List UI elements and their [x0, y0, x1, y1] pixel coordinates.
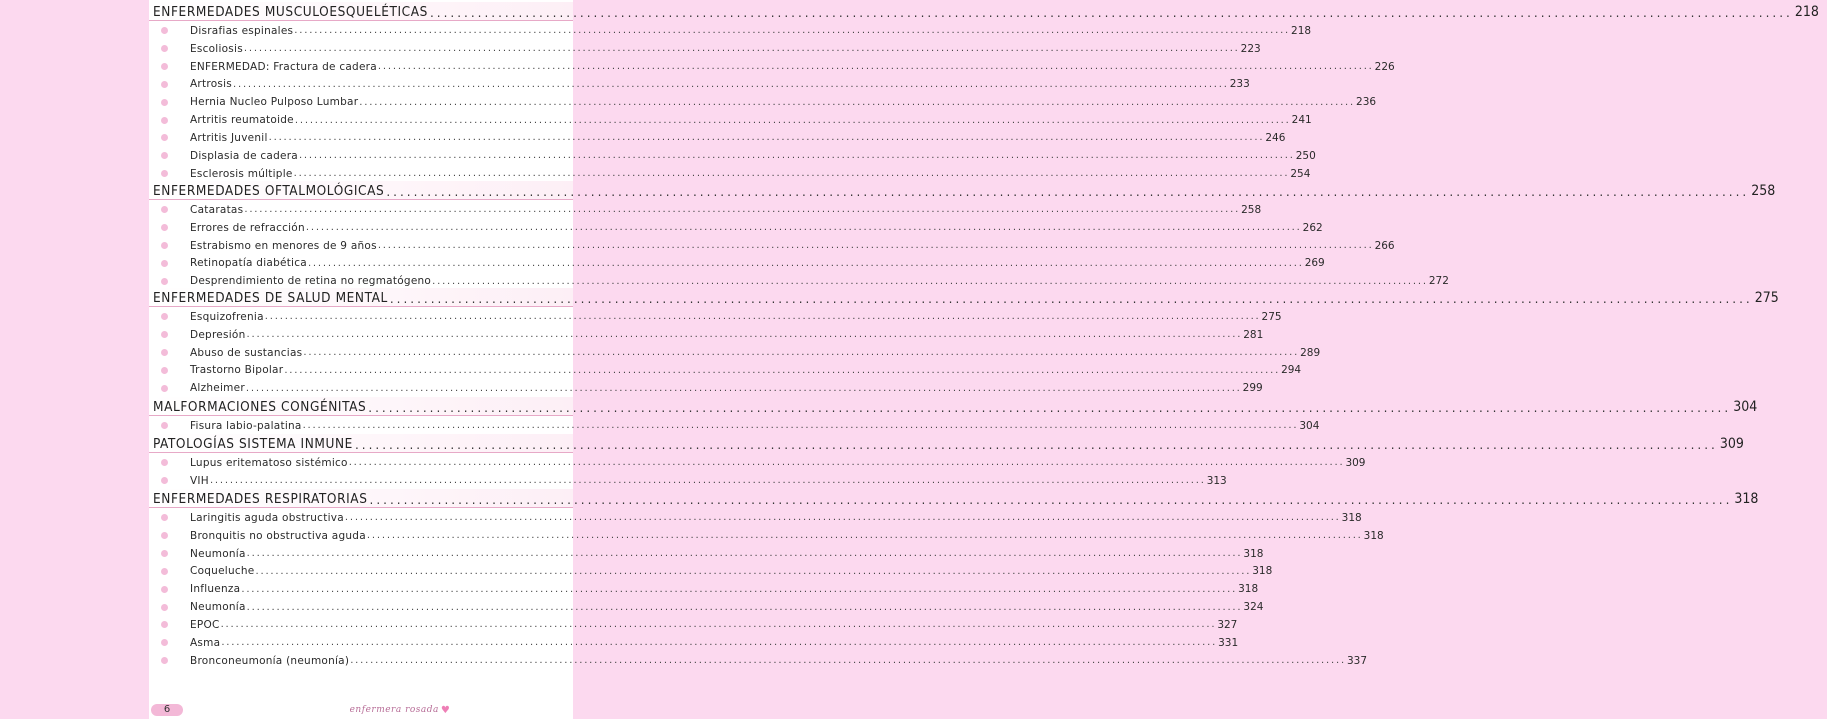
bullet-icon	[161, 81, 168, 88]
entry-title: Neumonía	[190, 547, 246, 560]
leader-dots: ........................................................................................................................................................................................................	[348, 457, 1345, 469]
entry-title: Asma	[190, 636, 221, 649]
toc-entry[interactable]	[149, 58, 1395, 76]
leader-dots: ........................................................................................................................................................................................................	[432, 275, 1428, 287]
entry-page-number: 266	[1374, 239, 1395, 252]
entry-title: Laringitis aguda obstructiva	[190, 511, 344, 524]
entry-page-number: 281	[1243, 328, 1264, 341]
bullet-icon	[161, 532, 168, 539]
section-title: MALFORMACIONES CONGÉNITAS	[153, 399, 367, 415]
leader-dots: ........................................................................................................................................................................................................	[294, 25, 1291, 37]
bullet-icon	[161, 621, 168, 628]
bullet-icon	[161, 313, 168, 320]
section-heading[interactable]	[149, 397, 1758, 416]
bullet-icon	[161, 45, 168, 52]
bullet-icon	[161, 63, 168, 70]
entry-page-number: 294	[1281, 364, 1302, 377]
entry-page-number: 241	[1291, 114, 1312, 127]
leader-dots: ........................................................................................................................................................................................................	[293, 168, 1290, 180]
section-title: ENFERMEDADES MUSCULOESQUELÉTICAS	[153, 4, 428, 20]
leader-dots: ........................................................................................................................................................................................................	[221, 637, 1218, 649]
entry-title: Alzheimer	[190, 382, 245, 395]
entry-page-number: 254	[1290, 167, 1311, 180]
entry-title: Bronconeumonía (neumonía)	[190, 654, 350, 667]
toc-entry[interactable]	[149, 417, 1320, 435]
bullet-icon	[161, 152, 168, 159]
leader-dots: ........................................................................................................................................................................................................	[368, 401, 1732, 415]
heart-icon: ♥	[440, 704, 451, 716]
toc-entry[interactable]	[149, 545, 1264, 563]
section-title: ENFERMEDADES DE SALUD MENTAL	[153, 290, 388, 306]
entry-page-number: 313	[1206, 474, 1227, 487]
bullet-icon	[161, 367, 168, 374]
toc-entry[interactable]	[149, 527, 1384, 545]
bullet-icon	[161, 550, 168, 557]
section-title: PATOLOGÍAS SISTEMA INMUNE	[153, 436, 353, 452]
section-page-number: 275	[1754, 290, 1779, 306]
toc-entry[interactable]	[149, 111, 1312, 129]
bullet-icon	[161, 99, 168, 106]
bullet-icon	[161, 349, 168, 356]
leader-dots: ........................................................................................................................................................................................................	[268, 132, 1265, 144]
entry-title: Influenza	[190, 583, 241, 596]
leader-dots: ........................................................................................................................................................................................................	[255, 565, 1252, 577]
entry-page-number: 318	[1252, 565, 1273, 578]
leader-dots: ........................................................................................................................................................................................................	[246, 548, 1243, 560]
leader-dots: ........................................................................................................................................................................................................	[264, 311, 1261, 323]
entry-title: Lupus eritematoso sistémico	[190, 456, 348, 469]
leader-dots: ........................................................................................................................................................................................................	[377, 61, 1374, 73]
section-heading[interactable]	[149, 181, 1776, 200]
entry-page-number: 318	[1363, 529, 1384, 542]
entry-page-number: 226	[1374, 60, 1395, 73]
toc-entry[interactable]	[149, 598, 1264, 616]
bullet-icon	[161, 224, 168, 231]
section-heading[interactable]	[149, 2, 1819, 21]
entry-title: Artrosis	[190, 78, 232, 91]
leader-dots: ........................................................................................................................................................................................................	[284, 364, 1281, 376]
entry-title: Retinopatía diabética	[190, 257, 307, 270]
entry-page-number: 289	[1300, 346, 1321, 359]
leader-dots: ........................................................................................................................................................................................................	[386, 185, 1750, 199]
entry-title: Estrabismo en menores de 9 años	[190, 239, 377, 252]
toc-entry[interactable]	[149, 308, 1282, 326]
leader-dots: ........................................................................................................................................................................................................	[366, 530, 1363, 542]
entry-page-number: 324	[1243, 601, 1264, 614]
entry-page-number: 275	[1261, 310, 1282, 323]
bullet-icon	[161, 331, 168, 338]
toc-entry[interactable]	[149, 634, 1239, 652]
entry-title: Displasia de cadera	[190, 149, 298, 162]
bullet-icon	[161, 459, 168, 466]
toc-entry[interactable]	[149, 76, 1250, 94]
toc-entry[interactable]	[149, 219, 1323, 237]
entry-page-number: 318	[1238, 583, 1259, 596]
section-page-number: 318	[1734, 491, 1759, 507]
entry-title: Esquizofrenia	[190, 310, 264, 323]
toc-entry[interactable]	[149, 255, 1325, 273]
bullet-icon	[161, 604, 168, 611]
leader-dots: ........................................................................................................................................................................................................	[344, 512, 1341, 524]
entry-title: Depresión	[190, 328, 246, 341]
toc-entry[interactable]	[149, 344, 1321, 362]
leader-dots: ........................................................................................................................................................................................................	[350, 655, 1346, 667]
entry-title: Artritis reumatoide	[190, 114, 294, 127]
section-page-number: 309	[1719, 436, 1744, 452]
leader-dots: ........................................................................................................................................................................................................	[359, 96, 1356, 108]
toc-entry[interactable]	[149, 40, 1261, 58]
bullet-icon	[161, 134, 168, 141]
entry-title: Bronquitis no obstructiva aguda	[190, 529, 366, 542]
section-page-number: 258	[1751, 183, 1776, 199]
leader-dots: ........................................................................................................................................................................................................	[245, 382, 1242, 394]
entry-title: Cataratas	[190, 203, 244, 216]
entry-title: Errores de refracción	[190, 221, 305, 234]
toc-entry[interactable]	[149, 563, 1273, 581]
entry-title: Abuso de sustancias	[190, 346, 303, 359]
entry-page-number: 233	[1229, 78, 1250, 91]
footer-brand	[345, 703, 455, 717]
toc-entry[interactable]	[149, 93, 1377, 111]
leader-dots: ........................................................................................................................................................................................................	[233, 78, 1229, 90]
leader-dots: ........................................................................................................................................................................................................	[354, 438, 1718, 452]
toc-entry[interactable]	[149, 509, 1362, 527]
toc-entry[interactable]	[149, 147, 1316, 165]
page-number-badge: 6	[151, 704, 183, 716]
section-page-number: 304	[1733, 399, 1758, 415]
leader-dots: ........................................................................................................................................................................................................	[246, 329, 1243, 341]
toc-entry[interactable]	[149, 237, 1395, 255]
entry-page-number: 327	[1217, 618, 1238, 631]
bullet-icon	[161, 514, 168, 521]
entry-page-number: 236	[1356, 96, 1377, 109]
entry-page-number: 309	[1345, 456, 1366, 469]
bullet-icon	[161, 568, 168, 575]
bullet-icon	[161, 242, 168, 249]
entry-page-number: 318	[1341, 511, 1362, 524]
leader-dots: ........................................................................................................................................................................................................	[302, 420, 1299, 432]
section-page-number: 218	[1794, 4, 1819, 20]
entry-title: Hernia Nucleo Pulposo Lumbar	[190, 96, 359, 109]
entry-page-number: 262	[1302, 221, 1323, 234]
toc-entry[interactable]	[149, 454, 1366, 472]
entry-title: Disrafias espinales	[190, 24, 294, 37]
toc-entry[interactable]	[149, 580, 1259, 598]
toc-entry[interactable]	[149, 652, 1367, 670]
entry-title: Esclerosis múltiple	[190, 167, 293, 180]
entry-page-number: 258	[1241, 203, 1262, 216]
toc-entry[interactable]	[149, 326, 1264, 344]
entry-title: EPOC	[190, 618, 220, 631]
leader-dots: ........................................................................................................................................................................................................	[307, 257, 1304, 269]
toc-entry[interactable]	[149, 616, 1238, 634]
leader-dots: ........................................................................................................................................................................................................	[243, 43, 1240, 55]
bullet-icon	[161, 586, 168, 593]
leader-dots: ........................................................................................................................................................................................................	[298, 150, 1295, 162]
toc-page	[149, 0, 1819, 719]
leader-dots: ........................................................................................................................................................................................................	[377, 240, 1374, 252]
leader-dots: ........................................................................................................................................................................................................	[305, 222, 1302, 234]
leader-dots: ........................................................................................................................................................................................................	[429, 6, 1793, 20]
entry-title: ENFERMEDAD: Fractura de cadera	[190, 60, 377, 73]
bullet-icon	[161, 278, 168, 285]
toc-entry[interactable]	[149, 362, 1302, 380]
section-title: ENFERMEDADES RESPIRATORIAS	[153, 491, 368, 507]
leader-dots: ........................................................................................................................................................................................................	[209, 475, 1206, 487]
entry-page-number: 269	[1304, 257, 1325, 270]
brand-name: enfermera rosada	[349, 705, 439, 715]
bullet-icon	[161, 260, 168, 267]
entry-page-number: 218	[1291, 24, 1312, 37]
entry-title: Artritis Juvenil	[190, 131, 268, 144]
entry-page-number: 318	[1243, 547, 1264, 560]
entry-title: Coqueluche	[190, 565, 255, 578]
toc-entry[interactable]	[149, 22, 1312, 40]
leader-dots: ........................................................................................................................................................................................................	[241, 583, 1238, 595]
entry-title: Trastorno Bipolar	[190, 364, 284, 377]
entry-page-number: 246	[1265, 131, 1286, 144]
entry-title: Fisura labio-palatina	[190, 419, 302, 432]
entry-title: Escoliosis	[190, 42, 243, 55]
section-heading[interactable]	[149, 489, 1759, 508]
leader-dots: ........................................................................................................................................................................................................	[246, 601, 1243, 613]
toc-entry[interactable]	[149, 472, 1227, 490]
entry-title: Neumonía	[190, 601, 246, 614]
bullet-icon	[161, 27, 168, 34]
section-title: ENFERMEDADES OFTALMOLÓGICAS	[153, 183, 385, 199]
toc-entry[interactable]	[149, 201, 1262, 219]
leader-dots: ........................................................................................................................................................................................................	[369, 493, 1733, 507]
bullet-icon	[161, 657, 168, 664]
bullet-icon	[161, 639, 168, 646]
entry-title: VIH	[190, 474, 209, 487]
bullet-icon	[161, 477, 168, 484]
bullet-icon	[161, 206, 168, 213]
entry-page-number: 223	[1240, 42, 1261, 55]
leader-dots: ........................................................................................................................................................................................................	[220, 619, 1217, 631]
entry-page-number: 331	[1218, 636, 1239, 649]
bullet-icon	[161, 117, 168, 124]
toc-entry[interactable]	[149, 129, 1286, 147]
section-heading[interactable]	[149, 288, 1779, 307]
bullet-icon	[161, 385, 168, 392]
entry-title: Desprendimiento de retina no regmatógeno	[190, 275, 432, 288]
leader-dots: ........................................................................................................................................................................................................	[303, 347, 1300, 359]
entry-page-number: 304	[1299, 419, 1320, 432]
bullet-icon	[161, 422, 168, 429]
entry-page-number: 337	[1346, 654, 1367, 667]
leader-dots: ........................................................................................................................................................................................................	[294, 114, 1291, 126]
entry-page-number: 272	[1428, 275, 1449, 288]
section-heading[interactable]	[149, 434, 1744, 453]
entry-page-number: 299	[1242, 382, 1263, 395]
bullet-icon	[161, 170, 168, 177]
leader-dots: ........................................................................................................................................................................................................	[389, 292, 1753, 306]
entry-page-number: 250	[1295, 149, 1316, 162]
toc-entry[interactable]	[149, 165, 1311, 183]
leader-dots: ........................................................................................................................................................................................................	[244, 204, 1241, 216]
toc-entry[interactable]	[149, 379, 1263, 397]
